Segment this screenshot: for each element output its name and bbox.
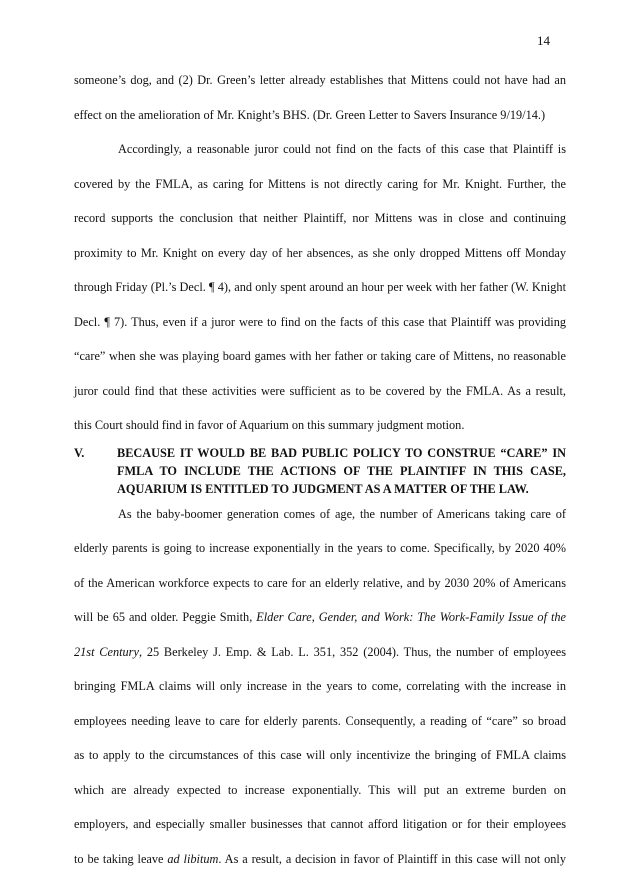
text-line: this Court should find in favor of Aquarium on this summary judgment motion. xyxy=(74,411,566,446)
text-line: record supports the conclusion that neither Plaintiff, nor Mittens was in close and continuing xyxy=(74,204,566,239)
text-line: employees needing leave to care for elderly parents. Consequently, a reading of “care” so broad xyxy=(74,707,566,742)
paragraph-1 xyxy=(74,66,566,135)
latin-phrase: ad libitum xyxy=(167,852,218,866)
text-line: bringing FMLA claims will only increase in the years to come, correlating with the increase in xyxy=(74,672,566,707)
text-line: Decl. ¶ 7). Thus, even if a juror were to find on the facts of this case that Plaintiff was providing xyxy=(74,308,566,343)
section-number: V. xyxy=(74,444,117,498)
text-line: someone’s dog, and (2) Dr. Green’s letter already establishes that Mittens could not have had an xyxy=(74,66,566,101)
text-segment: , 25 Berkeley J. Emp. & Lab. L. 351, 352 (2004). Thus, the number of employees xyxy=(139,645,566,659)
text-line: As the baby-boomer generation comes of age, the number of Americans taking care of xyxy=(74,500,566,535)
paragraph-2 xyxy=(74,135,566,446)
text-segment: to be taking leave xyxy=(74,852,167,866)
text-segment: . As a result, a decision in favor of Plaintiff in this case will not only xyxy=(218,852,566,866)
text-line: through Friday (Pl.’s Decl. ¶ 4), and only spent around an hour per week with her father (W. Knight xyxy=(74,273,566,308)
text-line xyxy=(74,845,566,879)
text-line: of the American workforce expects to care for an elderly relative, and by 2030 20% of Americans xyxy=(74,569,566,604)
text-line: effect on the amelioration of Mr. Knight’s BHS. (Dr. Green Letter to Savers Insurance 9/19/14.) xyxy=(74,101,566,136)
text-line: which are already expected to increase exponentially. This will put an extreme burden on xyxy=(74,776,566,811)
text-line xyxy=(74,603,566,638)
text-line: as to apply to the circumstances of this case will only incentivize the bringing of FMLA claims xyxy=(74,741,566,776)
text-line: elderly parents is going to increase exponentially in the years to come. Specifically, by 2020 40% xyxy=(74,534,566,569)
text-line: employers, and especially smaller businesses that cannot afford litigation or for their employees xyxy=(74,810,566,845)
paragraph-3 xyxy=(74,500,566,879)
section-heading xyxy=(74,444,566,498)
text-line: Accordingly, a reasonable juror could not find on the facts of this case that Plaintiff is xyxy=(74,135,566,170)
text-line: proximity to Mr. Knight on every day of her absences, as she only dropped Mittens off Monday xyxy=(74,239,566,274)
heading-line: FMLA TO INCLUDE THE ACTIONS OF THE PLAINTIFF IN THIS CASE, xyxy=(117,462,566,480)
text-line: juror could find that these activities were sufficient as to be covered by the FMLA. As a result, xyxy=(74,377,566,412)
document-body xyxy=(74,66,566,879)
heading-line: AQUARIUM IS ENTITLED TO JUDGMENT AS A MATTER OF THE LAW. xyxy=(117,480,566,498)
text-line: covered by the FMLA, as caring for Mittens is not directly caring for Mr. Knight. Further, the xyxy=(74,170,566,205)
heading-line: BECAUSE IT WOULD BE BAD PUBLIC POLICY TO CONSTRUE “CARE” IN xyxy=(117,444,566,462)
text-line xyxy=(74,638,566,673)
case-citation-title: Elder Care, Gender, and Work: The Work-Family Issue of the xyxy=(256,610,566,624)
case-citation-title: 21st Century xyxy=(74,645,139,659)
text-segment: will be 65 and older. Peggie Smith, xyxy=(74,610,256,624)
text-line: “care” when she was playing board games with her father or taking care of Mittens, no reasonable xyxy=(74,342,566,377)
page-number: 14 xyxy=(537,33,550,49)
